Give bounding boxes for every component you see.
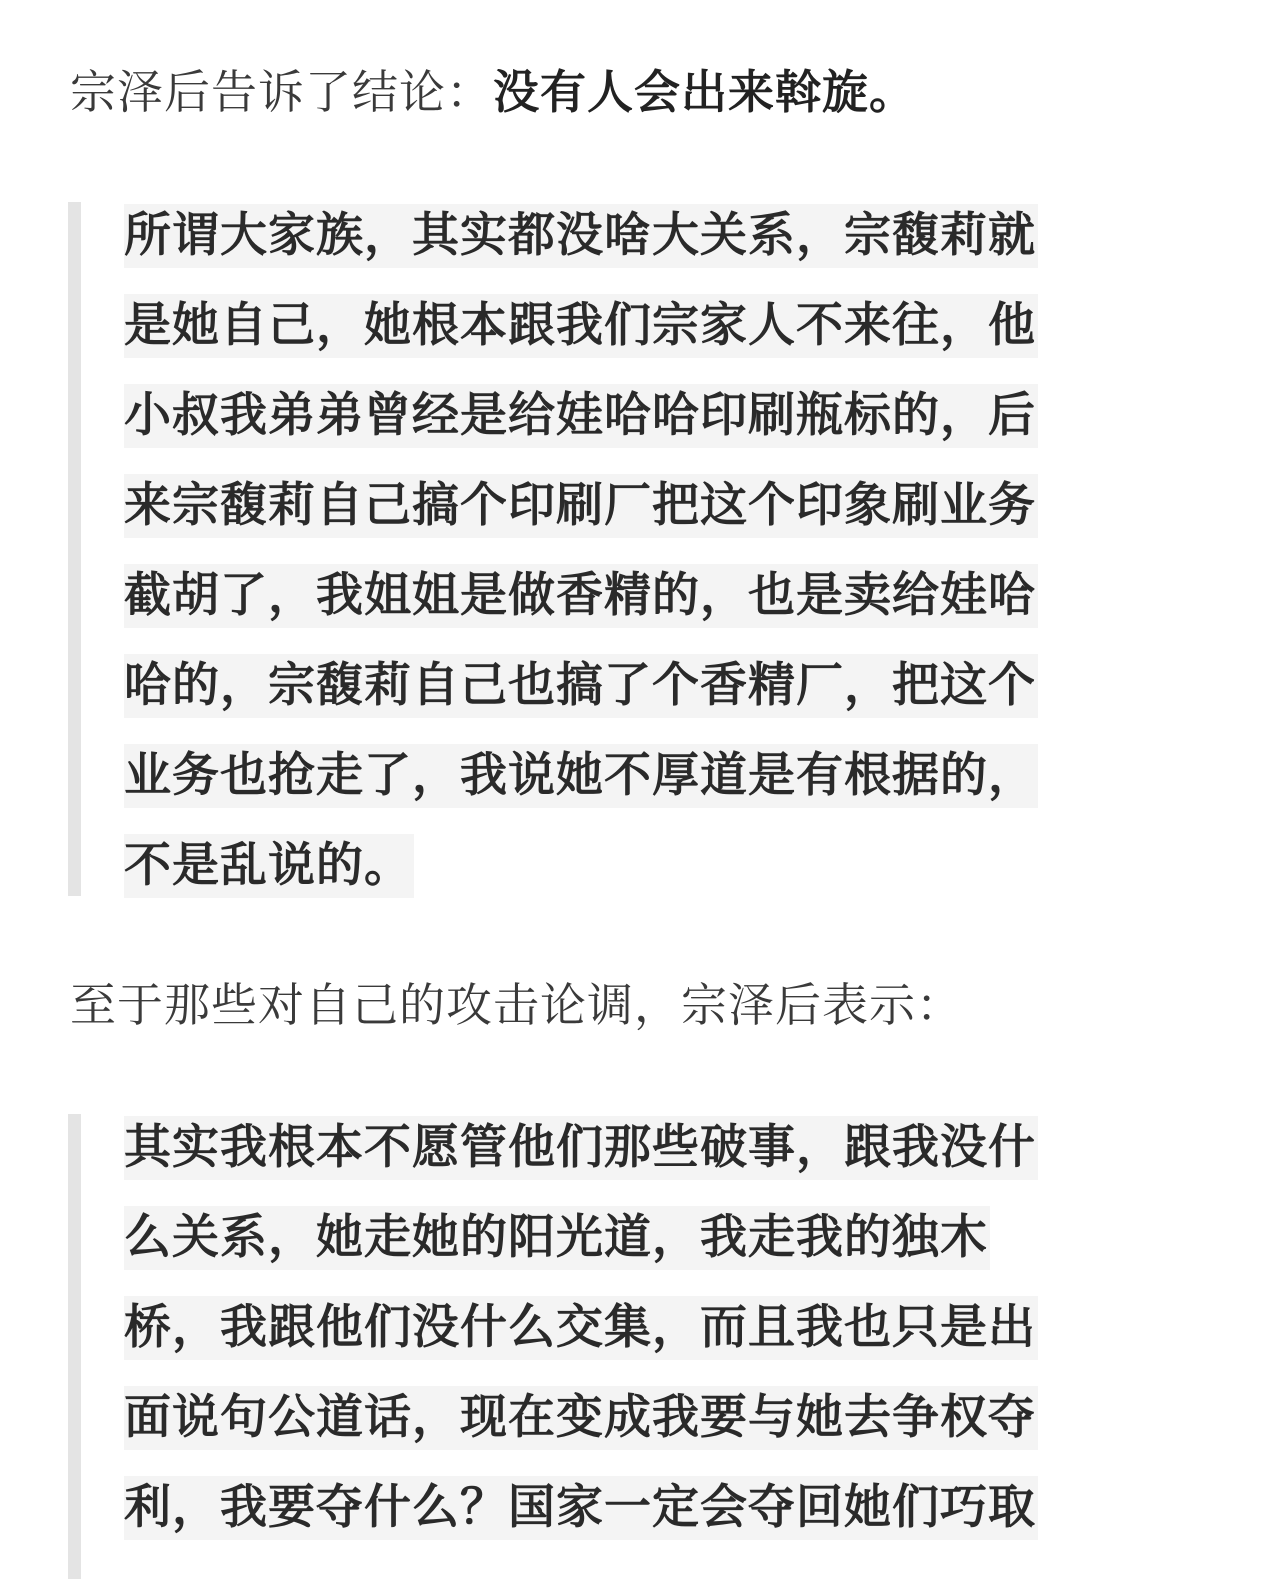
blockquote-2-lines (124, 1114, 1038, 1564)
quote-line: 利，我要夺什么？国家一定会夺回她们巧取 (124, 1474, 1038, 1564)
blockquote-1-lines (124, 202, 1038, 922)
quote-line: 截胡了，我姐姐是做香精的，也是卖给娃哈 (124, 562, 1038, 652)
quote-line: 不是乱说的。 (124, 832, 1038, 922)
quote-line: 么关系，她走她的阳光道，我走我的独木 (124, 1204, 1038, 1294)
intro-lead: 宗泽后告诉了结论： (70, 65, 493, 119)
quote-line: 面说句公道话，现在变成我要与她去争权夺 (124, 1384, 1038, 1474)
intro-paragraph (70, 62, 916, 122)
blockquote-2 (68, 1114, 1202, 1579)
quote-line: 哈的，宗馥莉自己也搞了个香精厂，把这个 (124, 652, 1038, 742)
quote-line: 来宗馥莉自己搞个印刷厂把这个印象刷业务 (124, 472, 1038, 562)
transition-text: 至于那些对自己的攻击论调，宗泽后表示： (70, 978, 963, 1032)
quote-line: 其实我根本不愿管他们那些破事，跟我没什 (124, 1114, 1038, 1204)
quote-line: 桥，我跟他们没什么交集，而且我也只是出 (124, 1294, 1038, 1384)
intro-emphasis: 没有人会出来斡旋。 (493, 65, 916, 119)
quote-line: 所谓大家族，其实都没啥大关系，宗馥莉就 (124, 202, 1038, 292)
quote-line: 小叔我弟弟曾经是给娃哈哈印刷瓶标的，后 (124, 382, 1038, 472)
quote-line: 是她自己，她根本跟我们宗家人不来往，他 (124, 292, 1038, 382)
blockquote-bar (68, 202, 81, 896)
blockquote-1 (68, 202, 1202, 896)
blockquote-bar (68, 1114, 81, 1579)
transition-paragraph (70, 975, 963, 1035)
quote-line: 业务也抢走了，我说她不厚道是有根据的， (124, 742, 1038, 832)
